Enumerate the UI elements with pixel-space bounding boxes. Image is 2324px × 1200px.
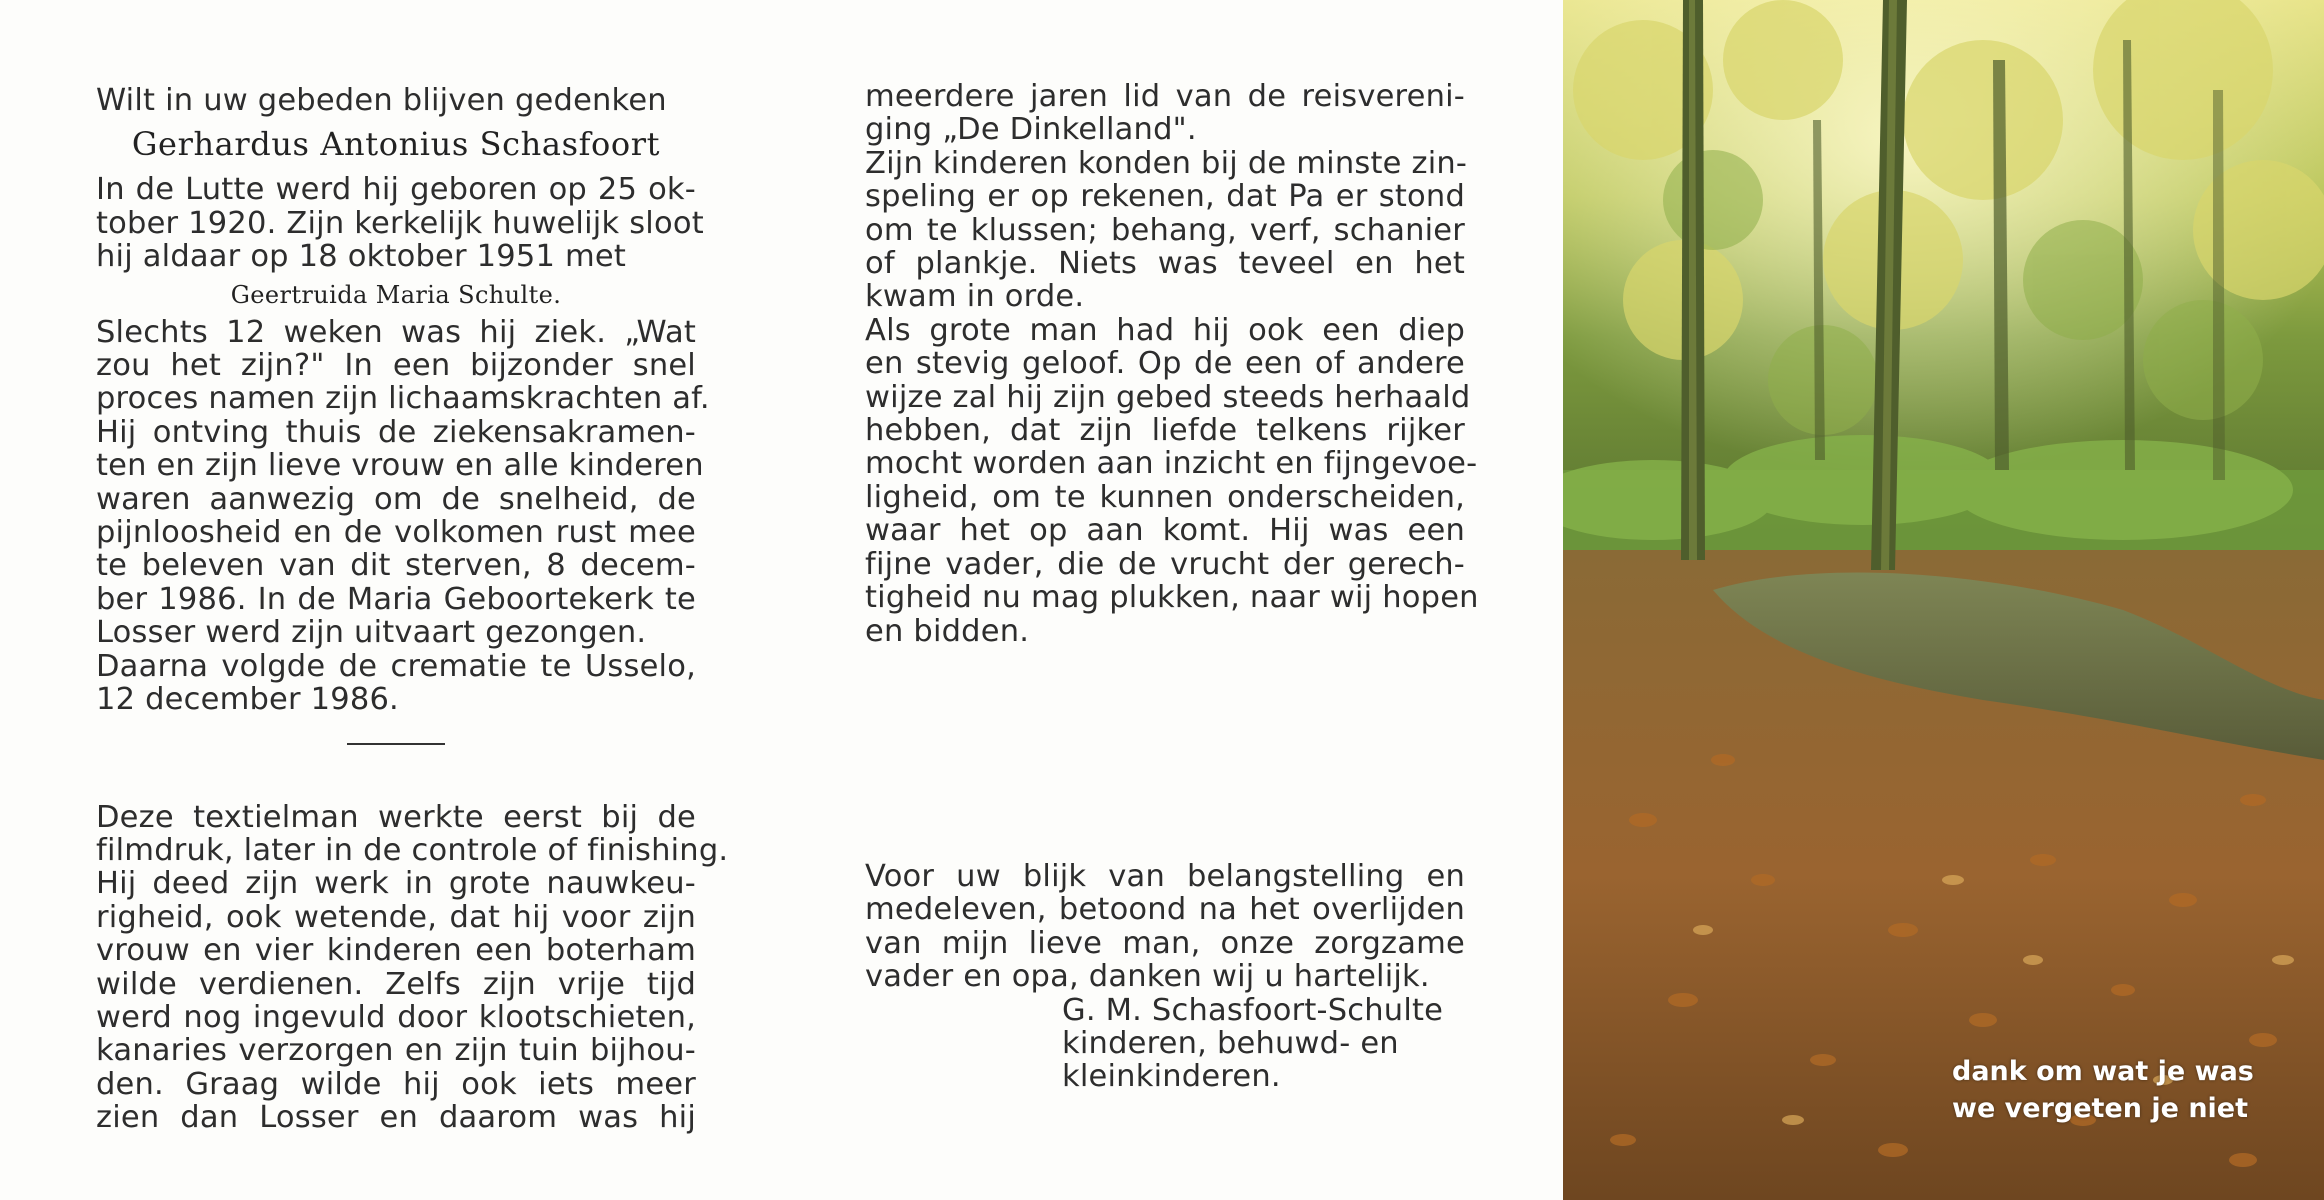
text-line: vader en opa, danken wij u hartelijk. bbox=[865, 959, 1430, 995]
text-line: ging „De Dinkelland". bbox=[865, 112, 1197, 148]
text-line: meerdere jaren lid van de reisvereni- bbox=[865, 79, 1465, 114]
text-line: waren aanwezig om de snelheid, de bbox=[96, 481, 696, 517]
left-text-column bbox=[96, 83, 729, 1136]
caption-line: we vergeten je niet bbox=[1952, 1093, 2249, 1124]
text-line: Slechts 12 weken was hij ziek. „Wat bbox=[96, 314, 696, 350]
text-line: vrouw en vier kinderen een boterham bbox=[96, 933, 696, 969]
text-line: 12 december 1986. bbox=[96, 682, 399, 718]
text-line: Deze textielman werkte eerst bij de bbox=[96, 799, 696, 835]
text-line: Zijn kinderen konden bij de minste zin- bbox=[865, 145, 1468, 181]
text-line: waar het op aan komt. Hij was een bbox=[865, 513, 1465, 549]
forest-illustration bbox=[1563, 0, 2324, 1200]
text-line: wilde verdienen. Zelfs zijn vrije tijd bbox=[96, 966, 696, 1002]
text-line: te beleven van dit sterven, 8 decem- bbox=[96, 548, 696, 584]
text-line: proces namen zijn lichaamskrachten af. bbox=[96, 381, 710, 417]
continuation-paragraph bbox=[865, 79, 1479, 649]
text-line: ber 1986. In de Maria Geboortekerk te bbox=[96, 581, 696, 617]
section-divider bbox=[347, 743, 445, 745]
caption-line: dank om wat je was bbox=[1952, 1056, 2254, 1087]
text-line: hij aldaar op 18 oktober 1951 met bbox=[96, 239, 626, 275]
text-line: ligheid, om te kunnen onderscheiden, bbox=[865, 479, 1465, 515]
text-line: Losser werd zijn uitvaart gezongen. bbox=[96, 615, 647, 651]
text-line: ten en zijn lieve vrouw en alle kinderen bbox=[96, 448, 704, 484]
text-line: van mijn lieve man, onze zorgzame bbox=[865, 925, 1465, 961]
forest-photo bbox=[1563, 0, 2324, 1200]
text-line: speling er op rekenen, dat Pa er stond bbox=[865, 179, 1465, 215]
text-line: tigheid nu mag plukken, naar wij hopen bbox=[865, 580, 1479, 616]
text-line: filmdruk, later in de controle of finishing. bbox=[96, 832, 729, 868]
text-line: kwam in orde. bbox=[865, 279, 1085, 315]
text-line: zou het zijn?" In een bijzonder snel bbox=[96, 348, 696, 384]
text-line: Hij deed zijn werk in grote nauwkeu- bbox=[96, 866, 696, 902]
signature-block bbox=[1062, 994, 1465, 1094]
deceased-name: Gerhardus Antonius Schasfoort bbox=[131, 125, 661, 164]
signature-line: G. M. Schasfoort-Schulte bbox=[1062, 992, 1444, 1028]
text-line: den. Graag wilde hij ook iets meer bbox=[96, 1066, 696, 1102]
text-line: Hij ontving thuis de ziekensakramen- bbox=[96, 414, 696, 450]
text-line: en stevig geloof. Op de een of andere bbox=[865, 346, 1465, 382]
signature-line: kleinkinderen. bbox=[1062, 1059, 1281, 1095]
text-line: om te klussen; behang, verf, schanier bbox=[865, 212, 1465, 248]
text-line: tober 1920. Zijn kerkelijk huwelijk sloot bbox=[96, 205, 704, 241]
text-line: Als grote man had hij ook een diep bbox=[865, 312, 1465, 348]
text-line: In de Lutte werd hij geboren op 25 ok- bbox=[96, 172, 696, 208]
text-line: Daarna volgde de crematie te Usselo, bbox=[96, 648, 696, 684]
spouse-name: Geertruida Maria Schulte. bbox=[230, 280, 562, 309]
life-paragraph bbox=[96, 799, 729, 1136]
text-line: pijnloosheid en de volkomen rust mee bbox=[96, 515, 696, 551]
intro-line: Wilt in uw gebeden blijven gedenken bbox=[96, 83, 667, 118]
text-line: fijne vader, die de vrucht der gerech- bbox=[865, 546, 1465, 582]
text-line: mocht worden aan inzicht en fijngevoe- bbox=[865, 446, 1478, 482]
text-line: zien dan Losser en daarom was hij bbox=[96, 1100, 696, 1136]
text-line: en bidden. bbox=[865, 613, 1030, 649]
spacer bbox=[865, 648, 1465, 860]
right-text-column bbox=[865, 79, 1479, 1095]
thanks-paragraph bbox=[865, 860, 1465, 994]
signature-line: kinderen, behuwd- en bbox=[1062, 1025, 1399, 1061]
text-line: werd nog ingevuld door klootschieten, bbox=[96, 999, 696, 1035]
photo-caption bbox=[1952, 1053, 2272, 1127]
illness-paragraph bbox=[96, 314, 710, 718]
text-line: Voor uw blijk van belangstelling en bbox=[865, 858, 1465, 894]
text-line: hebben, dat zijn liefde telkens rijker bbox=[865, 413, 1465, 449]
text-line: of plankje. Niets was teveel en het bbox=[865, 246, 1465, 282]
text-line: righeid, ook wetende, dat hij voor zijn bbox=[96, 899, 696, 935]
text-line: wijze zal hij zijn gebed steeds herhaald bbox=[865, 379, 1471, 415]
text-line: kanaries verzorgen en zijn tuin bijhou- bbox=[96, 1033, 696, 1069]
birth-paragraph bbox=[96, 172, 704, 275]
text-line: medeleven, betoond na het overlijden bbox=[865, 892, 1465, 928]
